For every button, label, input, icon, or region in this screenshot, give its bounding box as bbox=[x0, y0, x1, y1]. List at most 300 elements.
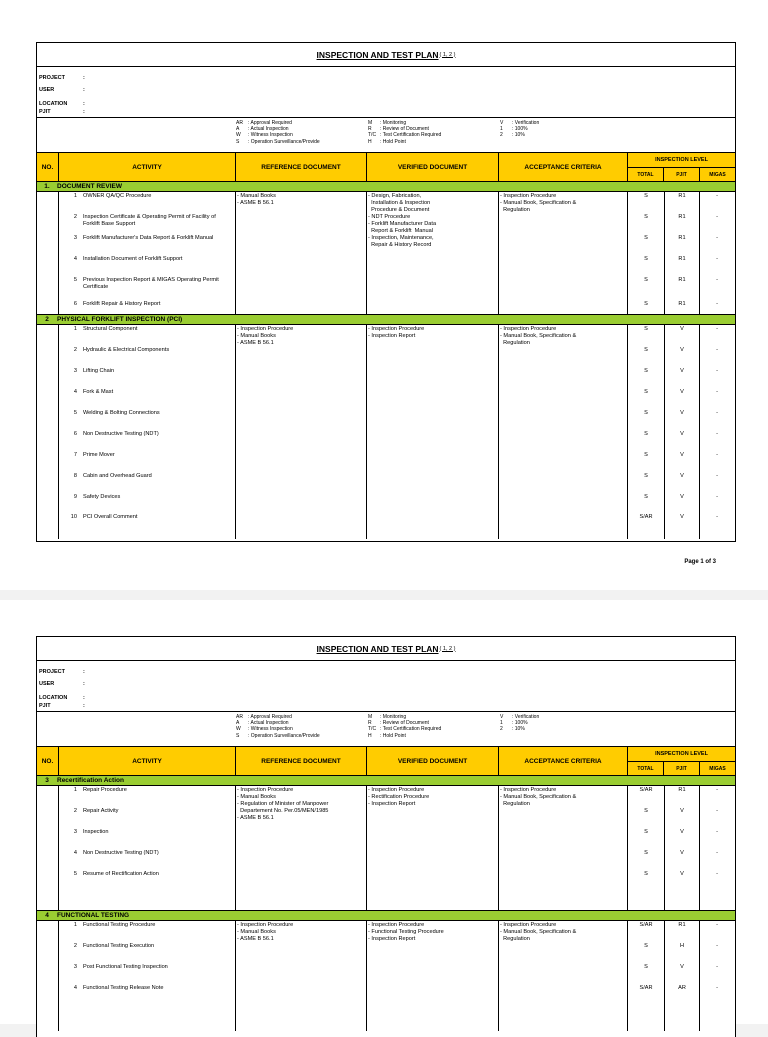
level-migas: - bbox=[716, 850, 718, 856]
level-pjit: V bbox=[680, 452, 684, 458]
doc-line: - Inspection Procedure bbox=[500, 787, 557, 793]
header-reference: REFERENCE DOCUMENT bbox=[236, 747, 367, 775]
level-total: S bbox=[644, 473, 648, 479]
doc-line: Regulation bbox=[500, 340, 530, 346]
level-migas: - bbox=[716, 389, 718, 395]
header-activity: ACTIVITY bbox=[59, 153, 236, 181]
verified-docs bbox=[368, 193, 496, 249]
activity-number: 6 bbox=[73, 301, 77, 307]
section-number: 4 bbox=[45, 912, 49, 919]
legend-desc: : Approval Required bbox=[248, 714, 292, 720]
header-migas: MIGAS bbox=[709, 171, 726, 178]
legend-code: R bbox=[368, 720, 372, 727]
activity-row bbox=[63, 235, 233, 242]
activity-row bbox=[63, 943, 233, 950]
field-label: PJIT bbox=[39, 109, 51, 115]
activity-row bbox=[63, 922, 233, 929]
table-header bbox=[37, 153, 735, 182]
level-total: S bbox=[644, 256, 648, 262]
legend-col-3 bbox=[500, 714, 539, 733]
section-body bbox=[37, 192, 735, 314]
level-migas: - bbox=[716, 301, 718, 307]
legend-desc: : Hold Point bbox=[380, 732, 406, 739]
legend-code: 1 bbox=[500, 720, 503, 727]
level-total: S bbox=[644, 829, 648, 835]
header-acceptance: ACCEPTANCE CRITERIA bbox=[499, 747, 628, 775]
activity-number: 4 bbox=[73, 985, 77, 991]
legend-code: H bbox=[368, 732, 372, 739]
activity-text: Post Functional Testing Inspection bbox=[83, 964, 168, 970]
legend-code: 1 bbox=[500, 126, 503, 133]
table-header bbox=[37, 747, 735, 776]
level-total: S bbox=[644, 871, 648, 877]
level-migas: - bbox=[716, 256, 718, 262]
section-number: 2 bbox=[45, 316, 49, 323]
level-pjit: AR bbox=[678, 985, 686, 991]
doc-line: - Regulation of Minister of Manpower bbox=[237, 801, 329, 807]
project-info bbox=[37, 67, 735, 118]
legend-code: T/C bbox=[368, 726, 377, 733]
level-total: S bbox=[644, 214, 648, 220]
header-verified: VERIFIED DOCUMENT bbox=[367, 747, 499, 775]
project-info bbox=[37, 661, 735, 712]
section-header bbox=[37, 314, 735, 325]
activity-text: Functional Testing Procedure bbox=[83, 922, 156, 928]
header-migas: MIGAS bbox=[709, 765, 726, 772]
field-value: : bbox=[83, 695, 85, 701]
activity-row bbox=[63, 494, 233, 501]
doc-line: - Inspection Procedure bbox=[237, 326, 294, 332]
activity-row bbox=[63, 389, 233, 396]
verified-docs bbox=[368, 922, 496, 943]
doc-line: - Inspection Procedure bbox=[500, 922, 557, 928]
level-total: S bbox=[644, 368, 648, 374]
activity-row bbox=[63, 514, 233, 521]
level-total: S bbox=[644, 494, 648, 500]
activity-text: Structural Component bbox=[83, 326, 138, 332]
level-migas: - bbox=[716, 985, 718, 991]
legend-code: M bbox=[368, 120, 373, 126]
legend-col-3 bbox=[500, 120, 539, 139]
doc-line: Regulation bbox=[500, 207, 530, 213]
acceptance-criteria bbox=[500, 787, 626, 808]
level-pjit: V bbox=[680, 514, 684, 520]
legend-col-2 bbox=[368, 120, 441, 145]
legend-code: A bbox=[236, 126, 240, 133]
field-user bbox=[39, 681, 85, 687]
activity-number: 6 bbox=[73, 431, 77, 437]
doc-line: Regulation bbox=[500, 936, 530, 942]
legend-code: AR bbox=[236, 120, 243, 126]
field-value: : bbox=[83, 669, 85, 675]
doc-line: - Inspection, Maintenance, bbox=[368, 235, 434, 241]
activity-text: Forklift Repair & History Report bbox=[83, 301, 161, 307]
activity-text: Prime Mover bbox=[83, 452, 115, 458]
header-total: TOTAL bbox=[628, 762, 664, 775]
doc-line: - Rectification Procedure bbox=[368, 794, 430, 800]
legend-code: W bbox=[236, 726, 241, 733]
field-value: : bbox=[83, 101, 85, 107]
level-migas: - bbox=[716, 514, 718, 520]
field-pjit bbox=[39, 109, 85, 115]
doc-line: - Inspection Report bbox=[368, 333, 416, 339]
field-user bbox=[39, 87, 85, 93]
field-label: USER bbox=[39, 87, 55, 93]
level-total: S bbox=[644, 301, 648, 307]
doc-line: - Forklift Manufacturer Data bbox=[368, 221, 437, 227]
section-header bbox=[37, 182, 735, 192]
doc-line: Regulation bbox=[500, 801, 530, 807]
doc-line: - Manual Book, Specification & bbox=[500, 333, 577, 339]
activity-text: PCI Overall Comment bbox=[83, 514, 138, 520]
legend-desc: : 100% bbox=[512, 720, 528, 727]
reference-docs bbox=[237, 326, 363, 347]
legend-desc: : 100% bbox=[512, 126, 528, 133]
legend-desc: : Review of Document bbox=[380, 720, 429, 727]
activity-number: 4 bbox=[73, 389, 77, 395]
section-name: PHYSICAL FORKLIFT INSPECTION (PCI) bbox=[57, 316, 183, 323]
activity-row bbox=[63, 256, 233, 263]
level-migas: - bbox=[716, 829, 718, 835]
activity-row bbox=[63, 829, 233, 836]
activity-text: Fork & Mast bbox=[83, 389, 114, 395]
doc-line: - ASME B 56.1 bbox=[237, 340, 274, 346]
reference-docs bbox=[237, 922, 363, 943]
level-total: S bbox=[644, 943, 648, 949]
header-pjit: PJIT bbox=[664, 762, 700, 775]
activity-number: 4 bbox=[73, 256, 77, 262]
activity-text: OWNER QA/QC Procedure bbox=[83, 193, 152, 199]
activity-text: Safety Devices bbox=[83, 494, 121, 500]
section-header bbox=[37, 910, 735, 921]
doc-line: - ASME B 56.1 bbox=[237, 936, 274, 942]
legend-desc: : Monitoring bbox=[380, 120, 407, 126]
level-total: S bbox=[644, 235, 648, 241]
legend-code: T/C bbox=[368, 132, 377, 139]
activity-row bbox=[63, 214, 233, 228]
verified-docs bbox=[368, 326, 496, 340]
activity-number: 8 bbox=[73, 473, 77, 479]
level-migas: - bbox=[716, 368, 718, 374]
reference-docs bbox=[237, 193, 363, 207]
activity-row bbox=[63, 452, 233, 459]
level-migas: - bbox=[716, 277, 718, 283]
field-value: : bbox=[83, 75, 85, 81]
section-body bbox=[37, 786, 735, 910]
activity-text: Inspection Certificate & Operating Permit of Facility of Forklift Base Support bbox=[83, 214, 216, 227]
activity-row bbox=[63, 787, 233, 794]
legend-code: W bbox=[236, 132, 241, 139]
page-title bbox=[37, 43, 735, 67]
level-total: S bbox=[644, 347, 648, 353]
legend-desc: : Witness Inspection bbox=[248, 132, 293, 139]
activity-text: Functional Testing Release Note bbox=[83, 985, 164, 991]
activity-number: 1 bbox=[73, 922, 77, 928]
activity-text: Resume of Rectification Action bbox=[83, 871, 159, 877]
level-pjit: R1 bbox=[678, 214, 686, 220]
activity-number: 3 bbox=[73, 235, 77, 241]
field-location bbox=[39, 101, 85, 107]
doc-line: - Inspection Procedure bbox=[368, 922, 425, 928]
level-pjit: V bbox=[680, 389, 684, 395]
legend-desc: : Verification bbox=[512, 120, 540, 126]
doc-line: Report & Forklift Manual bbox=[368, 228, 433, 234]
section-name: Recertification Action bbox=[57, 777, 124, 784]
title-superscript: ( 1, 2 ) bbox=[439, 645, 456, 652]
field-label: USER bbox=[39, 681, 55, 687]
legend-code: AR bbox=[236, 714, 243, 720]
activity-number: 2 bbox=[73, 347, 77, 353]
doc-line: - Manual Book, Specification & bbox=[500, 200, 577, 206]
activity-text: Previous Inspection Report & MIGAS Operating Permit Certificate bbox=[83, 277, 219, 290]
activity-text: Lifting Chain bbox=[83, 368, 115, 374]
field-value: : bbox=[83, 87, 85, 93]
doc-line: - Inspection Report bbox=[368, 936, 416, 942]
activity-row bbox=[63, 347, 233, 354]
legend-col-2 bbox=[368, 714, 441, 739]
doc-line: - Inspection Procedure bbox=[368, 326, 425, 332]
activity-text: Welding & Bolting Connections bbox=[83, 410, 160, 416]
field-label: PJIT bbox=[39, 703, 51, 709]
level-total: S bbox=[644, 808, 648, 814]
header-verified: VERIFIED DOCUMENT bbox=[367, 153, 499, 181]
doc-line: - Manual Book, Specification & bbox=[500, 929, 577, 935]
level-migas: - bbox=[716, 964, 718, 970]
level-pjit: V bbox=[680, 431, 684, 437]
level-total: S/AR bbox=[639, 922, 653, 928]
activity-row bbox=[63, 368, 233, 375]
title-text: INSPECTION AND TEST PLAN bbox=[316, 643, 439, 654]
level-pjit: R1 bbox=[678, 922, 686, 928]
activity-number: 2 bbox=[73, 808, 77, 814]
level-migas: - bbox=[716, 410, 718, 416]
doc-line: - Manual Books bbox=[237, 794, 276, 800]
legend-desc: : Hold Point bbox=[380, 138, 406, 145]
doc-line: Departement No. Per.05/MEN/1985 bbox=[237, 808, 329, 814]
level-pjit: V bbox=[680, 829, 684, 835]
activity-row bbox=[63, 301, 233, 308]
acceptance-criteria bbox=[500, 922, 626, 943]
legend-desc: : Operation Surveillance/Provide bbox=[248, 138, 320, 145]
level-pjit: V bbox=[680, 347, 684, 353]
level-pjit: R1 bbox=[678, 235, 686, 241]
activity-text: Cabin and Overhead Guard bbox=[83, 473, 152, 479]
doc-line: - Manual Books bbox=[237, 193, 276, 199]
activity-row bbox=[63, 473, 233, 480]
legend-desc: : Actual Inspection bbox=[248, 126, 289, 133]
level-pjit: V bbox=[680, 494, 684, 500]
header-inspection-level bbox=[628, 747, 735, 775]
legend-code: 2 bbox=[500, 726, 503, 733]
activity-number: 2 bbox=[73, 943, 77, 949]
field-label: PROJECT bbox=[39, 669, 65, 675]
activity-text: Non Destructive Testing (NDT) bbox=[83, 850, 159, 856]
activity-number: 1 bbox=[73, 326, 77, 332]
level-migas: - bbox=[716, 326, 718, 332]
activity-row bbox=[63, 277, 233, 291]
field-location bbox=[39, 695, 85, 701]
activity-text: Hydraulic & Electrical Components bbox=[83, 347, 170, 353]
legend-col-1 bbox=[236, 120, 320, 145]
field-label: LOCATION bbox=[39, 695, 68, 701]
itp-sheet-2 bbox=[36, 636, 736, 1037]
legend-code: R bbox=[368, 126, 372, 133]
legend-desc: : Review of Document bbox=[380, 126, 429, 133]
header-inspection-level bbox=[628, 153, 735, 181]
field-pjit bbox=[39, 703, 85, 709]
activity-number: 2 bbox=[73, 214, 77, 220]
level-migas: - bbox=[716, 473, 718, 479]
level-migas: - bbox=[716, 452, 718, 458]
level-total: S bbox=[644, 964, 648, 970]
page-number: Page 1 of 3 bbox=[684, 559, 716, 565]
activity-row bbox=[63, 431, 233, 438]
page-2 bbox=[0, 600, 768, 1024]
doc-line: Installation & Inspection bbox=[368, 200, 431, 206]
header-total: TOTAL bbox=[628, 168, 664, 181]
activity-text: Repair Activity bbox=[83, 808, 119, 814]
level-pjit: H bbox=[679, 943, 685, 949]
header-pjit: PJIT bbox=[664, 168, 700, 181]
activity-row bbox=[63, 326, 233, 333]
activity-row bbox=[63, 193, 233, 200]
doc-line: - Manual Books bbox=[237, 333, 276, 339]
level-pjit: V bbox=[680, 368, 684, 374]
level-pjit: V bbox=[680, 473, 684, 479]
activity-row bbox=[63, 850, 233, 857]
activity-row bbox=[63, 964, 233, 971]
level-pjit: R1 bbox=[678, 787, 686, 793]
header-no: NO. bbox=[37, 747, 59, 775]
legend-desc: : Approval Required bbox=[248, 120, 292, 126]
field-value: : bbox=[83, 703, 85, 709]
legend-code: 2 bbox=[500, 132, 503, 139]
doc-line: Procedure & Document bbox=[368, 207, 430, 213]
level-pjit: V bbox=[680, 850, 684, 856]
activity-text: Non Destructive Testing (NDT) bbox=[83, 431, 159, 437]
verified-docs bbox=[368, 787, 496, 808]
field-value: : bbox=[83, 681, 85, 687]
header-level-title: INSPECTION LEVEL bbox=[628, 747, 735, 762]
doc-line: - Inspection Report bbox=[368, 801, 416, 807]
activity-number: 4 bbox=[73, 850, 77, 856]
level-pjit: V bbox=[680, 808, 684, 814]
acceptance-criteria bbox=[500, 326, 626, 347]
legend-code: A bbox=[236, 720, 240, 727]
activity-number: 5 bbox=[73, 277, 77, 283]
doc-line: - Inspection Procedure bbox=[500, 326, 557, 332]
section-body bbox=[37, 325, 735, 539]
doc-line: Repair & History Record bbox=[368, 242, 432, 248]
level-total: S bbox=[644, 850, 648, 856]
activity-number: 1 bbox=[73, 787, 77, 793]
level-migas: - bbox=[716, 494, 718, 500]
level-pjit: R1 bbox=[678, 256, 686, 262]
legend-desc: : Test Certification Required bbox=[380, 726, 442, 733]
level-pjit: V bbox=[680, 410, 684, 416]
legend-code: M bbox=[368, 714, 373, 720]
level-pjit: V bbox=[680, 871, 684, 877]
activity-text: Inspection bbox=[83, 829, 109, 835]
level-total: S/AR bbox=[639, 985, 653, 991]
legend-desc: : Actual Inspection bbox=[248, 720, 289, 727]
level-migas: - bbox=[716, 922, 718, 928]
level-migas: - bbox=[716, 235, 718, 241]
level-total: S bbox=[644, 431, 648, 437]
doc-line: - Inspection Procedure bbox=[237, 922, 294, 928]
legend-desc: : Verification bbox=[512, 714, 540, 720]
legend bbox=[37, 712, 735, 747]
level-total: S bbox=[644, 410, 648, 416]
legend bbox=[37, 118, 735, 153]
level-migas: - bbox=[716, 871, 718, 877]
level-total: S/AR bbox=[639, 787, 653, 793]
activity-number: 3 bbox=[73, 368, 77, 374]
activity-text: Forklift Manufacturer's Data Report & Forklift Manual bbox=[83, 235, 214, 241]
section-body bbox=[37, 921, 735, 1031]
legend-desc: : Witness Inspection bbox=[248, 726, 293, 733]
level-migas: - bbox=[716, 943, 718, 949]
doc-line: - Design, Fabrication, bbox=[368, 193, 422, 199]
activity-row bbox=[63, 808, 233, 815]
level-migas: - bbox=[716, 347, 718, 353]
activity-number: 5 bbox=[73, 871, 77, 877]
doc-line: - Inspection Procedure bbox=[500, 193, 557, 199]
legend-desc: : 10% bbox=[512, 726, 525, 733]
activity-number: 3 bbox=[73, 964, 77, 970]
header-reference: REFERENCE DOCUMENT bbox=[236, 153, 367, 181]
activity-row bbox=[63, 985, 233, 992]
header-level-title: INSPECTION LEVEL bbox=[628, 153, 735, 168]
activity-number: 9 bbox=[73, 494, 77, 500]
legend-code: S bbox=[236, 138, 240, 145]
activity-number: 5 bbox=[73, 410, 77, 416]
legend-col-1 bbox=[236, 714, 320, 739]
activity-text: Installation Document of Forklift Support bbox=[83, 256, 183, 262]
field-label: LOCATION bbox=[39, 101, 68, 107]
doc-line: - ASME B 56.1 bbox=[237, 200, 274, 206]
activity-text: Repair Procedure bbox=[83, 787, 127, 793]
acceptance-criteria bbox=[500, 193, 626, 214]
level-migas: - bbox=[716, 214, 718, 220]
doc-line: - Manual Book, Specification & bbox=[500, 794, 577, 800]
page-title bbox=[37, 637, 735, 661]
legend-code: V bbox=[500, 714, 504, 720]
level-pjit: V bbox=[680, 964, 684, 970]
level-pjit: R1 bbox=[678, 277, 686, 283]
doc-line: - Functional Testing Procedure bbox=[368, 929, 444, 935]
activity-number: 10 bbox=[70, 514, 77, 520]
level-migas: - bbox=[716, 808, 718, 814]
header-acceptance: ACCEPTANCE CRITERIA bbox=[499, 153, 628, 181]
section-number: 3 bbox=[45, 777, 49, 784]
header-activity: ACTIVITY bbox=[59, 747, 236, 775]
legend-desc: : 10% bbox=[512, 132, 525, 139]
legend-code: S bbox=[236, 732, 240, 739]
level-total: S bbox=[644, 452, 648, 458]
header-no: NO. bbox=[37, 153, 59, 181]
legend-code: H bbox=[368, 138, 372, 145]
itp-sheet-1 bbox=[36, 42, 736, 542]
section-number: 1. bbox=[44, 183, 50, 190]
legend-desc: : Monitoring bbox=[380, 714, 407, 720]
doc-line: - Inspection Procedure bbox=[237, 787, 294, 793]
title-text: INSPECTION AND TEST PLAN bbox=[316, 49, 439, 60]
level-total: S/AR bbox=[639, 514, 653, 520]
legend-desc: : Test Certification Required bbox=[380, 132, 442, 139]
activity-number: 1 bbox=[73, 193, 77, 199]
doc-line: - NDT Procedure bbox=[368, 214, 411, 220]
